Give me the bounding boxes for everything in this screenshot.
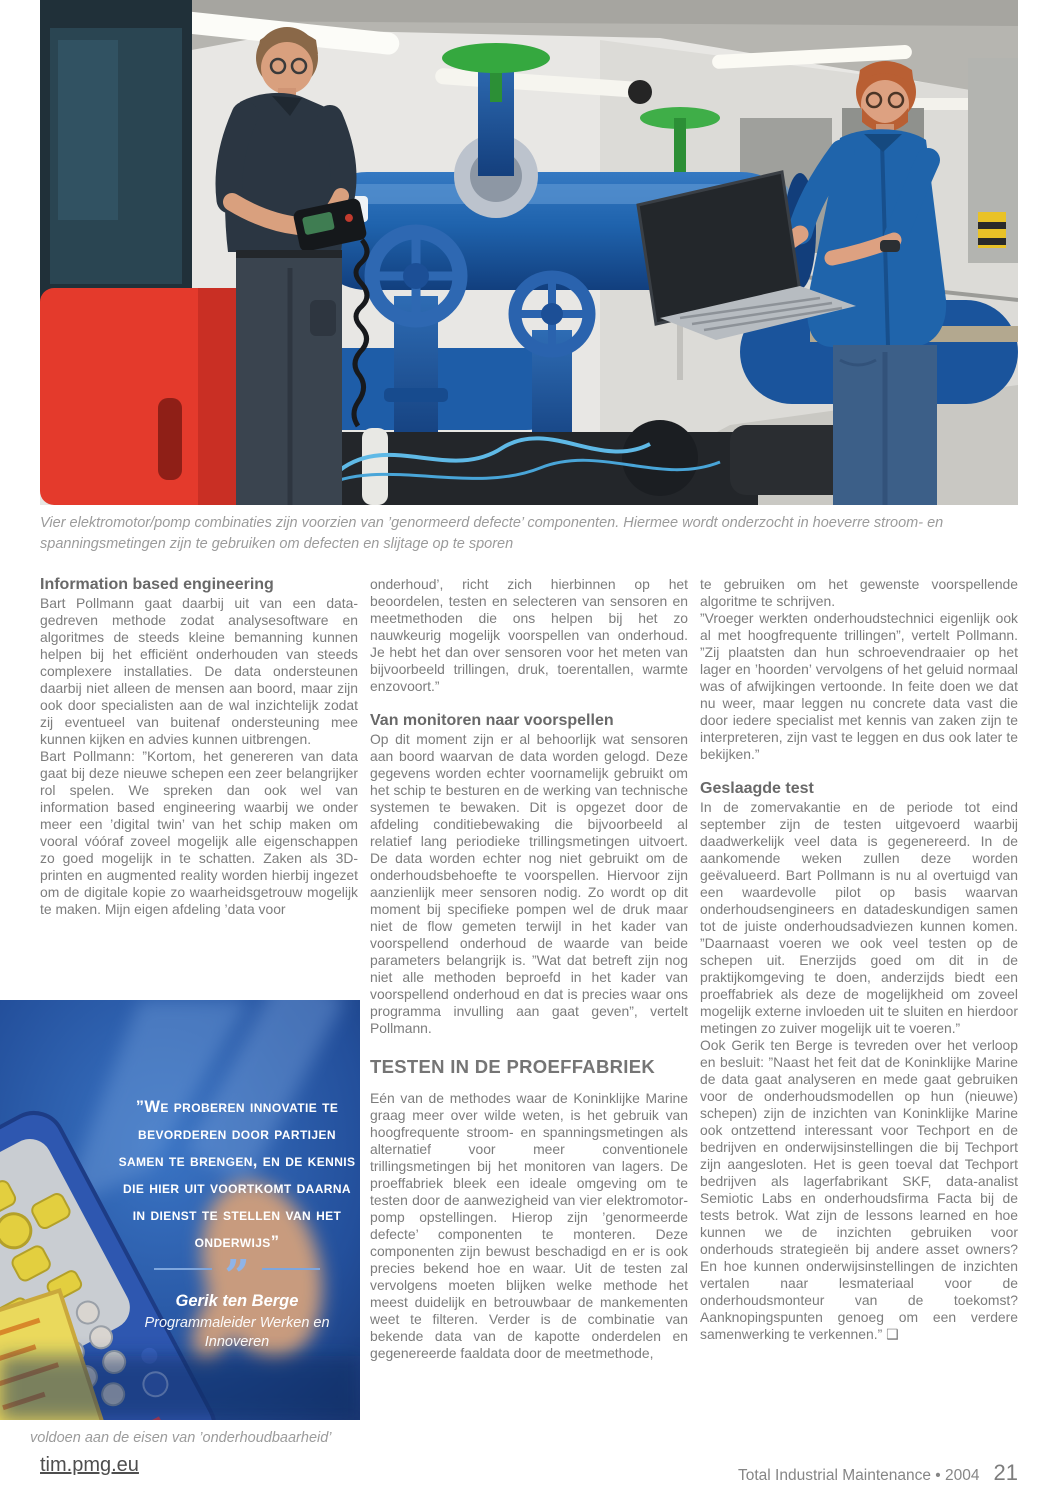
red-cabinet-handle xyxy=(158,398,182,480)
divider-line xyxy=(154,1268,212,1270)
warning-stripe xyxy=(978,238,1006,245)
pull-quote-photo xyxy=(0,1000,360,1420)
footer-website-link[interactable]: tim.pmg.eu xyxy=(40,1454,139,1476)
paragraph: ”Vroeger werkten onderhoudstechnici eigenlijk ook al met hoogfrequente trillingen”, vertelt Pollmann. ”Zij plaatsten dan hun schroevendraaier op het lager en ’hoorden’ vervolgens of het geluid normaal was of afwijkingen vertoonde. In feite doen we dat nu weer, maar leggen nu concrete data vast die door iedere specialist met kennis van zaken zijn te interpreteren, zijn vast te leggen en dus ook later te bekijken.” xyxy=(700,610,1018,762)
paragraph: te gebruiken om het gewenste voorspellende algoritme te schrijven. xyxy=(700,576,1018,609)
green-valve-handwheel xyxy=(442,43,550,73)
monitor-reflection xyxy=(58,40,118,220)
main-photo xyxy=(40,0,1018,505)
paragraph: Op dit moment zijn er al behoorlijk wat sensoren aan boord waarvan de data worden gelogd. Deze gegevens worden echter voornamelijk gebruikt om het schip te besturen en de werking van technische systemen te bewaken. Dit is opgezet door de afdeling conditiebewaking die bijvoorbeeld al relatief lang periodieke trillingsmetingen uitvoert. De data worden echter nog niet gebruikt om de onderhoudsbehoefte te voorspellen. Hiervoor zijn aanzienlijk meer sensoren nodig. Zo wordt op dit moment bij specifieke pompen wel de druk maar niet de flow gemeten terwijl in het kader van voorspellend onderhoud de waarde van beide parameters belangrijk is. ”Wat dat betreft zijn nog niet alle methoden beproefd in het kader van voorspellend onderhoud en dat is precies waar ons programma invulling aan gaat geven”, vertelt Pollmann. xyxy=(370,731,688,1036)
paragraph: Ook Gerik ten Berge is tevreden over het verloop en besluit: ”Naast het feit dat de Koninklijke Marine de data gaat analyseren en mede gaat gebruiken voor de onderhoudsmodellen op hun (nieuwe) schepen) zijn de inzichten van Koninklijke Marine ook ontzettend interessant voor Techport en de bedrijven en onderwijsinstellingen die bij Techport zijn aangesloten. Het is geen toeval dat Techport bedrijven als lagerfabrikant SKF, data-analist Semiotic Labs en onderhoudsfirma Facta bij de tests betrok. Wat zijn de lessons learned en hoe kunnen we de inzichten gebruiken voor onderhouds strategieën bij andere asset owners? En hoe kunnen onderwijsinstellingen de inzichten vertalen naar lesmateriaal voor de onderhoudsmonteur van de toekomst? Aanknopingspunten genoeg om een verdere samenwerking te verkennen.” ❑ xyxy=(700,1037,1018,1342)
photo-vignette xyxy=(0,1356,360,1420)
paragraph: In de zomervakantie en de periode tot eind september zijn de testen uitgevoerd waarbij daadwerkelijk veel data is gegenereerd. In de aankomende weken zullen deze worden geëvalueerd. Bart Pollmann is nu al overtuigd van een waardevolle pilot op basis waarvan onderhoudsengineers en datadeskundigen samen tot de juiste onderhoudsadviezen kunnen komen. ”Daarnaast voeren we ook veel testen op de schepen uit. Enerzijds goed om dit in de praktijkomgeving te doen, anderzijds biedt een proeffabriek als deze de mogelijkheid om zoveel mogelijk externe invloeden uit te sluiten en hierdoor metingen zo zuiver mogelijk uit te voeren.” xyxy=(700,799,1018,1036)
photo-caption: Vier elektromotor/pomp combinaties zijn voorzien van ’genormeerd defecte’ componenten. Hiermee wordt onderzocht in hoeverre stroom- en spanningsmetingen zijn te gebruiken om defecten en slijtage op te sporen xyxy=(40,515,944,552)
valve-stem xyxy=(674,118,686,172)
side-photo-caption: voldoen aan de eisen van ’onderhoudbaarheid’ xyxy=(30,1430,332,1446)
divider-line xyxy=(262,1268,320,1270)
journal-title: Total Industrial Maintenance • 2004 xyxy=(737,1467,980,1484)
pull-quote-text: ”We proberen innovatie te bevorderen door partijen samen te brengen, en de kennis die hier uit voortkomt daarna in dienst te stellen van het onderwijs” xyxy=(118,1098,356,1251)
white-sensor-post xyxy=(362,428,388,505)
pull-quote xyxy=(118,1094,356,1352)
article-column-3 xyxy=(700,576,1018,1343)
page-number: 21 xyxy=(993,1460,1018,1485)
section-heading-caps: TESTEN IN DE PROEFFABRIEK xyxy=(370,1056,656,1077)
section-heading: Van monitoren naar voorspellen xyxy=(370,712,614,729)
motor-housing xyxy=(622,420,698,496)
warning-stripe xyxy=(978,222,1006,229)
section-heading: Information based engineering xyxy=(40,576,274,593)
quote-author-role: Programmaleider Werken en Innoveren xyxy=(144,1315,330,1350)
motor-housing xyxy=(730,425,850,495)
quote-author: Gerik ten Berge xyxy=(175,1292,299,1310)
paragraph: Bart Pollmann: ”Kortom, het genereren van data gaat bij deze nieuwe schepen een zeer belangrijker rol spelen. We spreken dan ook wel van information based engineering waarbij we onder meer een ’digital twin’ van het schip maken om vooral vóóraf zoveel mogelijk alle eigenschappen zo goed mogelijk in te schatten. Zaken als 3D-printen en augmented reality worden hierbij ingezet om de digitale kopie zo waarheidsgetrouw mogelijk te maken. Mijn eigen afdeling ’data voor xyxy=(40,748,358,917)
paragraph: Bart Pollmann gaat daarbij uit van een data-gedreven methode zodat analysesoftware en algoritmes de steeds kleine bemanning kunnen helpen bij het efficiënt onderhouden van steeds complexere installaties. De data ondersteunen daarbij niet alleen de mensen aan boord, maar zijn ook door specialisten aan de wal inzichtelijk zodat zij eventueel van buitenaf ondersteuning mee kunnen kijken en advies kunnen uitbrengen. xyxy=(40,595,358,747)
footer-journal-info xyxy=(738,1460,1018,1486)
quote-mark-icon: ” xyxy=(224,1251,250,1302)
paragraph: Eén van de methodes waar de Koninklijke Marine graag meer over wilde weten, is het gebruik van hoogfrequente stroom- en spanningsmetingen als alternatief voor meer conventionele trillingsmetingen bij het monitoren van lagers. De proeffabriek bleek een ideale omgeving om te testen door de aanwezigheid van vier elektromotor-pomp opstellingen. Hierop zijn ’genormeerde defecte’ componenten te monteren. Deze componenten zijn bewust beschadigd en er is ook precies bekend hoe en waar. Uit de testen zal vervolgens moeten blijken welke methode het meest duidelijk en betrouwbaar de mankementen weet te filteren. Verder is de combinatie van bekende data van de kapotte onderdelen en gegenereerde faaldata door de meetmethode, xyxy=(370,1090,688,1361)
article-column-2 xyxy=(370,576,688,1362)
main-photo-illustration xyxy=(40,0,1018,505)
black-valve-knob xyxy=(628,80,652,104)
paragraph: onderhoud’, richt zich hierbinnen op het beoordelen, testen en selecteren van sensoren en meetmethoden die ons helpen bij het zo nauwkeurig mogelijk voorspellen van onderhoud. Je hebt het dan over sensoren voor het meten van bijvoorbeeld trillingen, druk, toerentallen, warmte enzovoort.” xyxy=(370,576,688,694)
article-column-1 xyxy=(40,576,358,918)
section-heading: Geslaagde test xyxy=(700,780,814,797)
